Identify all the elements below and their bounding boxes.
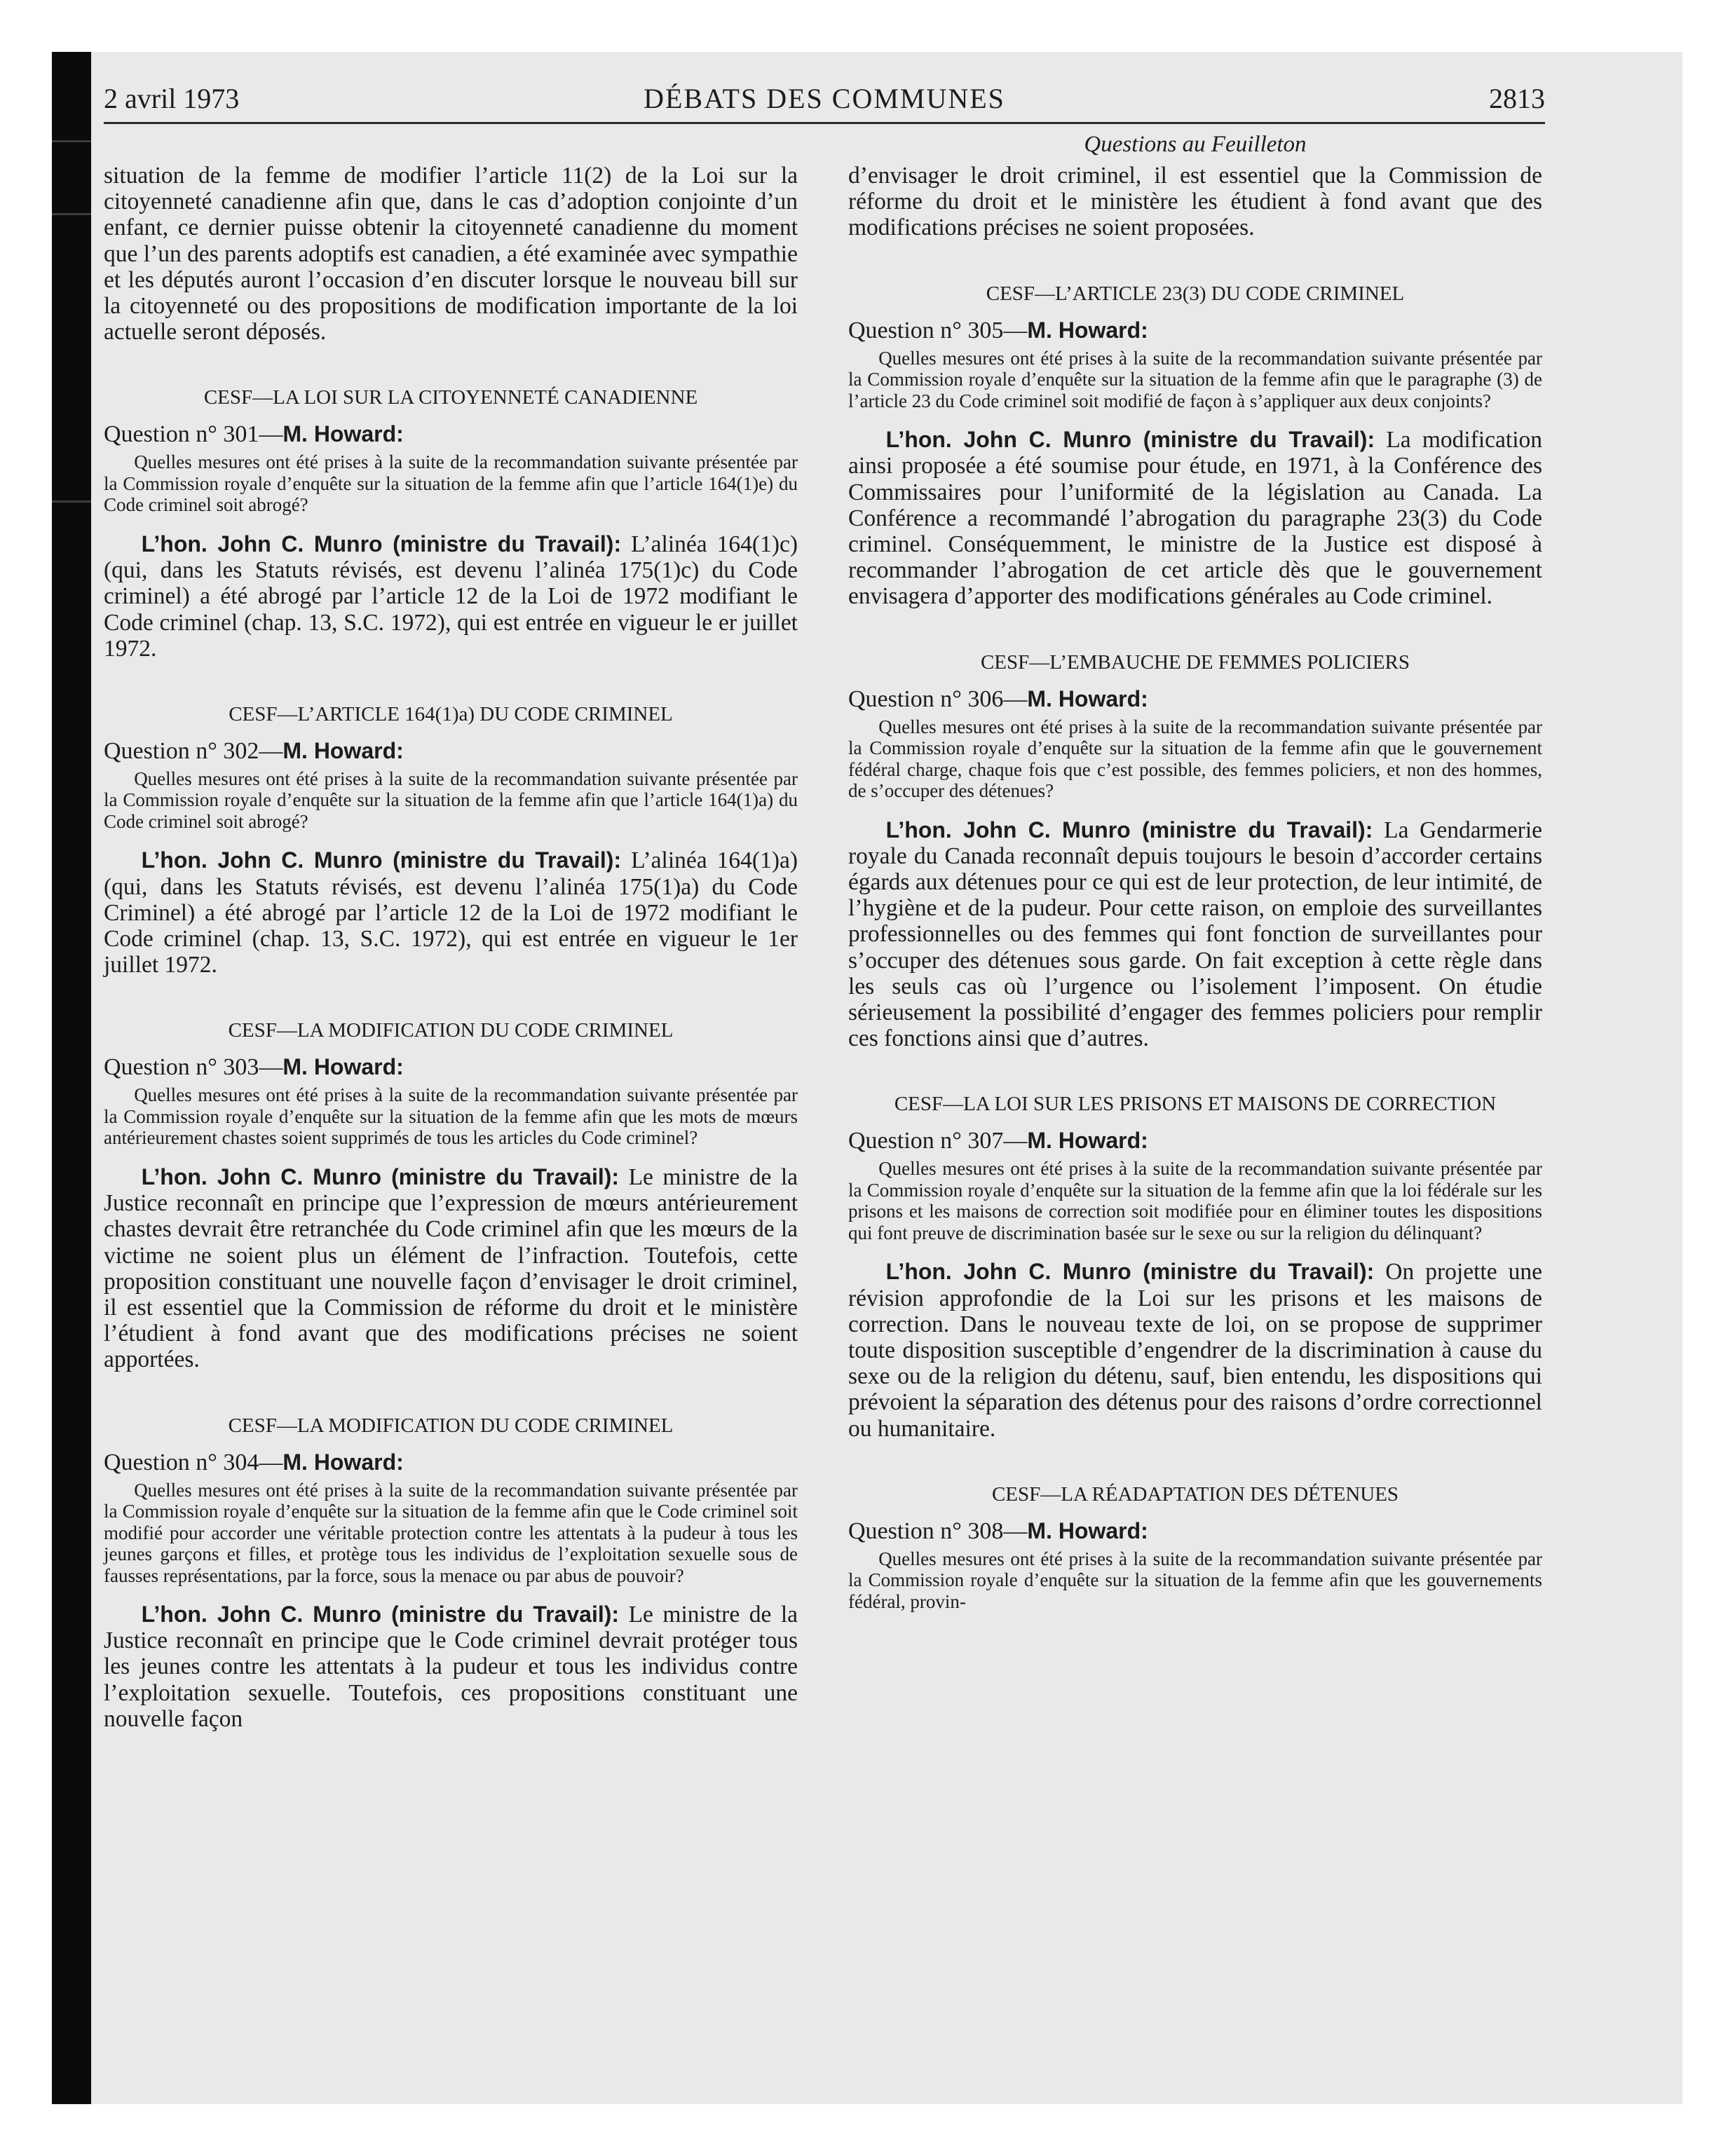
question-number: Question n° 303— xyxy=(104,1054,283,1081)
question-line xyxy=(848,685,1542,714)
answer-speaker: L’hon. John C. Munro (ministre du Travail): xyxy=(141,1602,620,1628)
answer-paragraph xyxy=(104,847,798,978)
question-line xyxy=(848,1126,1542,1155)
question-line xyxy=(848,1517,1542,1546)
question-entry xyxy=(104,1018,798,1372)
section-heading: CESF—LA LOI SUR LA CITOYENNETÉ CANADIENNE xyxy=(203,386,698,409)
answer-paragraph xyxy=(104,1602,798,1732)
question-asker: M. Howard: xyxy=(283,421,404,447)
question-text: Quelles mesures ont été prises à la suite de la recommandation suivante présentée par la Commission royale d’enquête sur la situation de la femme afin que le paragraphe (3) de l’article 23 du Code criminel soit modifié de façon à s’appliquer aux deux conjoints? xyxy=(848,347,1542,411)
question-text: Quelles mesures ont été prises à la suite de la recommandation suivante présentée par la Commission royale d’enquête sur la situation de la femme afin que l’article 164(1)e) du Code criminel soit abrogé? xyxy=(104,451,798,516)
section-heading: CESF—L’EMBAUCHE DE FEMMES POLICIERS xyxy=(980,650,1410,674)
section-heading: CESF—LA RÉADAPTATION DES DÉTENUES xyxy=(991,1482,1399,1506)
left-column xyxy=(104,163,798,1732)
question-number: Question n° 301— xyxy=(104,421,283,448)
question-text: Quelles mesures ont été prises à la suite de la recommandation suivante présentée par la Commission royale d’enquête sur la situation de la femme afin que l’article 164(1)a) du Code criminel soit abrogé? xyxy=(104,767,798,832)
question-text: Quelles mesures ont été prises à la suite de la recommandation suivante présentée par la Commission royale d’enquête sur la situation de la femme afin que le Code criminel soit modifié pour accorder une véritable protection contre les attentats à la pudeur à tous les jeunes garçons et filles, et protège tous les individus de l’exploitation sexuelle sous de fausses représentations, par la force, sous la menace ou par abus de pouvoir? xyxy=(104,1479,798,1586)
question-asker: M. Howard: xyxy=(283,1449,404,1475)
section-heading: CESF—L’ARTICLE 164(1)a) DU CODE CRIMINEL xyxy=(229,702,673,725)
question-number: Question n° 305— xyxy=(848,317,1028,343)
question-text: Quelles mesures ont été prises à la suite de la recommandation suivante présentée par la Commission royale d’enquête sur la situation de la femme afin que la loi fédérale sur les prisons et les maisons de correction soit modifiée pour en éliminer toutes les dispositions qui font preuve de discrimination basée sur le sexe ou sur la religion du délinquant? xyxy=(848,1158,1542,1243)
question-text: Quelles mesures ont été prises à la suite de la recommandation suivante présentée par la Commission royale d’enquête sur la situation de la femme afin que le gouvernement fédéral charge, chaque fois que c’est possible, des femmes policiers, et non des hommes, de s’occuper des détenues? xyxy=(848,716,1542,802)
answer-speaker: L’hon. John C. Munro (ministre du Travail): xyxy=(141,847,622,873)
answer-text: L’alinéa 164(1)c) (qui, dans les Statuts révisés, est devenu l’alinéa 175(1)c) du Code criminel) a été abrogé par l’article 12 de la Loi de 1972 modifiant le Code criminel (chap. 13, S.C. 1972), qui est entrée en vigueur le er juillet 1972. xyxy=(104,531,798,662)
question-number: Question n° 302— xyxy=(104,737,283,764)
question-entry xyxy=(848,650,1542,1052)
answer-text: Le ministre de la Justice reconnaît en principe que le Code criminel devrait protéger tous les jeunes contre les attentats à la pudeur et tous les individus contre l’exploitation sexuelle. Toutefois, ces propositions constituant une nouvelle façon xyxy=(104,1602,798,1732)
answer-paragraph xyxy=(848,1259,1542,1441)
question-asker: M. Howard: xyxy=(283,1054,404,1080)
answer-text: On projette une révision approfondie de la Loi sur les prisons et les maisons de correction. Dans le nouveau texte de loi, on se propose de supprimer toute disposition susceptible d’engendrer de la discrimination à cause du sexe ou de la religion du détenu, sauf, bien entendu, les dispositions qui prévoient la séparation des détenus pour des raisons d’ordre correctionnel ou humanitaire. xyxy=(848,1259,1542,1442)
question-number: Question n° 307— xyxy=(848,1128,1028,1154)
section-heading: CESF—LA MODIFICATION DU CODE CRIMINEL xyxy=(228,1414,674,1437)
question-text: Quelles mesures ont été prises à la suite de la recommandation suivante présentée par la Commission royale d’enquête sur la situation de la femme afin que les gouvernements fédéral, provin- xyxy=(848,1548,1542,1612)
section-heading: CESF—LA MODIFICATION DU CODE CRIMINEL xyxy=(228,1019,674,1042)
header-date: 2 avril 1973 xyxy=(104,83,240,114)
right-column xyxy=(848,163,1542,1612)
answer-paragraph xyxy=(848,427,1542,609)
question-entry xyxy=(104,386,798,662)
page-header xyxy=(104,76,1545,124)
header-title: DÉBATS DES COMMUNES xyxy=(644,83,1005,114)
question-asker: M. Howard: xyxy=(283,737,404,763)
question-line xyxy=(104,1053,798,1082)
running-subheading: Questions au Feuilleton xyxy=(1084,132,1307,157)
answer-text: La modification ainsi proposée a été soumise pour étude, en 1971, à la Conférence des Commissaires pour l’uniformité de la législation au Canada. La Conférence a recommandé l’abrogation du paragraphe 23(3) du Code criminel. Conséquemment, le ministre de la Justice est disposé à recommander l’abrogation de cet article dès que le gouvernement envisagera d’apporter des modifications générales au Code criminel. xyxy=(848,427,1543,610)
section-heading: CESF—L’ARTICLE 23(3) DU CODE CRIMINEL xyxy=(986,282,1405,305)
question-line xyxy=(104,420,798,449)
left-intro-paragraph: situation de la femme de modifier l’article 11(2) de la Loi sur la citoyenneté canadienne afin que, dans le cas d’adoption conjointe d’un enfant, ce dernier puisse obtenir la citoyenneté canadienne du moment que l’un des parents adoptifs est canadien, a été examinée avec sympathie et les députés auront l’occasion d’en discuter lorsque le nouveau bill sur la citoyenneté ou des propositions de modification importante de la loi actuelle seront déposés. xyxy=(104,163,798,346)
answer-speaker: L’hon. John C. Munro (ministre du Travail): xyxy=(885,817,1373,842)
question-entry xyxy=(104,702,798,978)
question-entry xyxy=(848,282,1542,610)
answer-speaker: L’hon. John C. Munro (ministre du Travail): xyxy=(141,531,622,557)
right-intro-paragraph: d’envisager le droit criminel, il est essentiel que la Commission de réforme du droit et le ministère les étudient à fond avant que des modifications précises ne soient proposées. xyxy=(848,163,1542,241)
question-asker: M. Howard: xyxy=(1027,1128,1148,1154)
question-asker: M. Howard: xyxy=(1027,1517,1148,1543)
page-binding-edge xyxy=(52,52,91,2104)
question-entry xyxy=(104,1414,798,1733)
question-line xyxy=(104,737,798,765)
answer-speaker: L’hon. John C. Munro (ministre du Travail): xyxy=(885,1259,1375,1285)
question-line xyxy=(104,1448,798,1477)
answer-text: La Gendarmerie royale du Canada reconnaît depuis toujours le besoin d’accorder certains égards aux détenues pour ce qui est de leur protection, de leur intimité, de l’hygiène et de la pudeur. Pour cette raison, on emploie des surveillantes professionnelles ou des femmes qui font fonction de surveillantes pour s’occuper des détenues sous garde. On fait exception à cette règle dans les seuls cas où l’urgence ou l’isolement l’imposent. On étudie sérieusement la possibilité d’engager des femmes policiers pour remplir ces fonctions ainsi que d’autres. xyxy=(848,817,1543,1052)
question-number: Question n° 308— xyxy=(848,1517,1028,1544)
header-page-number: 2813 xyxy=(1489,83,1545,114)
answer-paragraph xyxy=(104,531,798,662)
question-number: Question n° 304— xyxy=(104,1449,283,1475)
answer-paragraph xyxy=(848,817,1542,1052)
section-heading: CESF—LA LOI SUR LES PRISONS ET MAISONS DE CORRECTION xyxy=(894,1093,1497,1116)
question-line xyxy=(848,316,1542,345)
question-entry xyxy=(848,1482,1542,1613)
question-asker: M. Howard: xyxy=(1027,317,1148,343)
question-text: Quelles mesures ont été prises à la suite de la recommandation suivante présentée par la Commission royale d’enquête sur la situation de la femme afin que les mots de mœurs antérieurement chastes soient supprimés de tous les articles du Code criminel? xyxy=(104,1084,798,1149)
answer-speaker: L’hon. John C. Munro (ministre du Travail): xyxy=(885,427,1375,453)
question-number: Question n° 306— xyxy=(848,685,1028,712)
answer-text: Le ministre de la Justice reconnaît en principe que l’expression de mœurs antérieurement chastes devrait être retranchée du Code criminel afin que les mœurs de la victime ne soient plus un élément de l’infraction. Toutefois, cette proposition constituant une nouvelle façon d’envisager le droit criminel, il est essentiel que la Commission de réforme du droit et le ministère l’étudient à fond avant que des modifications précises ne soient apportées. xyxy=(104,1164,798,1373)
answer-paragraph xyxy=(104,1164,798,1373)
answer-speaker: L’hon. John C. Munro (ministre du Travail): xyxy=(141,1164,620,1189)
question-entry xyxy=(848,1092,1542,1441)
question-asker: M. Howard: xyxy=(1027,685,1148,711)
answer-text: L’alinéa 164(1)a) (qui, dans les Statuts révisés, est devenu l’alinéa 175(1)a) du Code Criminel) a été abrogé par l’article 12 de la Loi de 1972 modifiant le Code criminel (chap. 13, S.C. 1972), qui est entrée en vigueur le 1er juillet 1972. xyxy=(104,847,798,978)
